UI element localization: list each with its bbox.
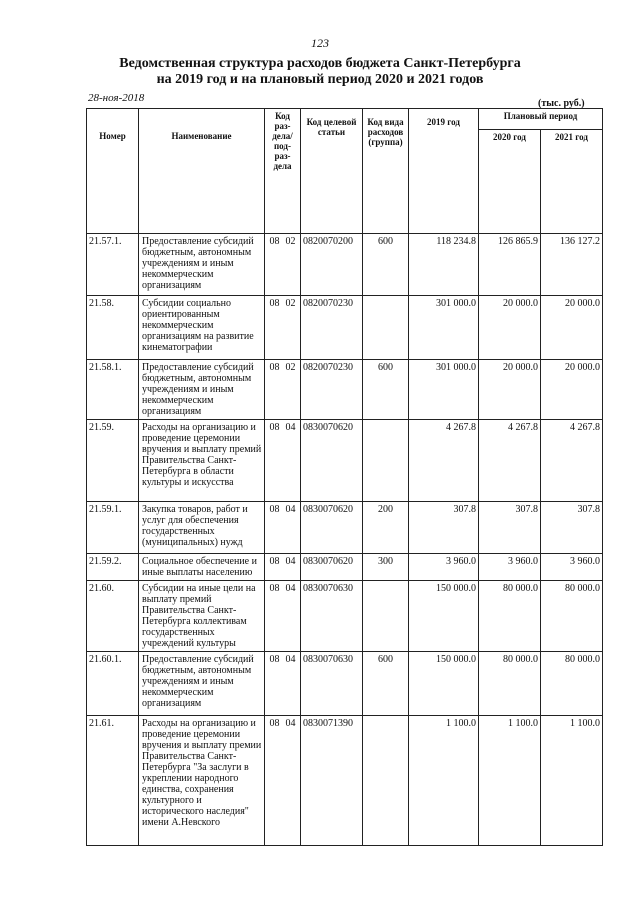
- row-value-2019: 150 000.0: [409, 581, 479, 652]
- row-number: 21.58.: [87, 296, 139, 360]
- row-value-2021: 80 000.0: [541, 652, 603, 716]
- row-subsection: 04: [285, 718, 296, 729]
- row-expense-type: 600: [363, 652, 409, 716]
- row-value-2021: 4 267.8: [541, 420, 603, 502]
- row-name: Субсидии социально ориентированным некоммерческим организациям на развитие кинематографии: [139, 296, 265, 360]
- row-number: 21.60.1.: [87, 652, 139, 716]
- header-2019: 2019 год: [409, 109, 479, 234]
- row-section-code: [265, 234, 301, 296]
- row-section-code: [265, 360, 301, 420]
- row-value-2021: 307.8: [541, 502, 603, 554]
- table-row: [87, 652, 603, 716]
- row-section-code: [265, 716, 301, 846]
- row-value-2020: 80 000.0: [479, 581, 541, 652]
- document-title: [0, 56, 640, 88]
- row-value-2019: 4 267.8: [409, 420, 479, 502]
- row-subsection: 04: [285, 583, 296, 594]
- row-subsection: 04: [285, 654, 296, 665]
- row-number: 21.59.2.: [87, 554, 139, 581]
- row-number: 21.60.: [87, 581, 139, 652]
- row-target-code: 0820070200: [301, 234, 363, 296]
- row-value-2019: 150 000.0: [409, 652, 479, 716]
- table-row: [87, 554, 603, 581]
- row-subsection: 02: [285, 236, 296, 247]
- row-subsection: 02: [285, 362, 296, 373]
- row-section: 08: [269, 298, 280, 309]
- row-value-2021: 136 127.2: [541, 234, 603, 296]
- row-subsection: 04: [285, 504, 296, 515]
- row-value-2019: 301 000.0: [409, 360, 479, 420]
- table-row: [87, 420, 603, 502]
- header-expense-type: Код вида расходов (группа): [363, 109, 409, 234]
- row-section: 08: [269, 654, 280, 665]
- row-value-2021: 80 000.0: [541, 581, 603, 652]
- title-line-2: на 2019 год и на плановый период 2020 и 2021 годов: [156, 72, 484, 87]
- row-name: Субсидии на иные цели на выплату премий Правительства Санкт-Петербурга коллективам государственных учреждений культуры: [139, 581, 265, 652]
- row-number: 21.59.1.: [87, 502, 139, 554]
- header-planned-period: Плановый период: [479, 109, 603, 130]
- row-section-code: [265, 502, 301, 554]
- row-subsection: 04: [285, 422, 296, 433]
- row-subsection: 02: [285, 298, 296, 309]
- row-section: 08: [269, 718, 280, 729]
- row-value-2019: 118 234.8: [409, 234, 479, 296]
- row-value-2020: 3 960.0: [479, 554, 541, 581]
- row-name: Социальное обеспечение и иные выплаты населению: [139, 554, 265, 581]
- row-expense-type: 300: [363, 554, 409, 581]
- row-value-2019: 3 960.0: [409, 554, 479, 581]
- row-section: 08: [269, 422, 280, 433]
- header-2021: 2021 год: [541, 130, 603, 234]
- table-row: [87, 502, 603, 554]
- header-number: Номер: [87, 109, 139, 234]
- row-name: Закупка товаров, работ и услуг для обеспечения государственных (муниципальных) нужд: [139, 502, 265, 554]
- table-row: [87, 296, 603, 360]
- table-row: [87, 234, 603, 296]
- row-section: 08: [269, 362, 280, 373]
- row-value-2020: 307.8: [479, 502, 541, 554]
- row-expense-type: [363, 716, 409, 846]
- row-section-code: [265, 420, 301, 502]
- row-number: 21.61.: [87, 716, 139, 846]
- row-section: 08: [269, 504, 280, 515]
- row-section-code: [265, 652, 301, 716]
- row-section: 08: [269, 236, 280, 247]
- row-expense-type: 600: [363, 234, 409, 296]
- row-section: 08: [269, 583, 280, 594]
- row-value-2021: 20 000.0: [541, 296, 603, 360]
- row-section-code: [265, 581, 301, 652]
- header-target-code: Код целевой статьи: [301, 109, 363, 234]
- row-value-2020: 4 267.8: [479, 420, 541, 502]
- row-value-2021: 1 100.0: [541, 716, 603, 846]
- budget-table: [86, 108, 603, 846]
- row-expense-type: [363, 581, 409, 652]
- row-number: 21.58.1.: [87, 360, 139, 420]
- row-expense-type: 600: [363, 360, 409, 420]
- units-label: (тыс. руб.): [538, 98, 585, 109]
- row-name: Предоставление субсидий бюджетным, автономным учреждениям и иным некоммерческим организациям: [139, 360, 265, 420]
- row-number: 21.59.: [87, 420, 139, 502]
- document-date: 28-ноя-2018: [88, 92, 145, 104]
- row-target-code: 0820070230: [301, 296, 363, 360]
- row-name: Расходы на организацию и проведение церемонии вручения и выплату премии Правительства Санкт-Петербурга "За заслуги в укреплении народного единства, сохранения культурного и исторического наследия" имени А.Невского: [139, 716, 265, 846]
- header-section-code: Код раз- дела/ под- раз- дела: [265, 109, 301, 234]
- row-section: 08: [269, 556, 280, 567]
- header-2020: 2020 год: [479, 130, 541, 234]
- row-target-code: 0830070620: [301, 502, 363, 554]
- page-number: 123: [311, 36, 329, 50]
- row-name: Предоставление субсидий бюджетным, автономным учреждениям и иным некоммерческим организациям: [139, 234, 265, 296]
- row-value-2020: 80 000.0: [479, 652, 541, 716]
- row-target-code: 0830071390: [301, 716, 363, 846]
- title-line-1: Ведомственная структура расходов бюджета Санкт-Петербурга: [119, 56, 521, 71]
- row-value-2021: 20 000.0: [541, 360, 603, 420]
- table-row: [87, 581, 603, 652]
- row-value-2019: 1 100.0: [409, 716, 479, 846]
- row-value-2020: 20 000.0: [479, 296, 541, 360]
- row-expense-type: [363, 420, 409, 502]
- row-value-2020: 1 100.0: [479, 716, 541, 846]
- row-value-2021: 3 960.0: [541, 554, 603, 581]
- row-section-code: [265, 554, 301, 581]
- row-section-code: [265, 296, 301, 360]
- row-expense-type: 200: [363, 502, 409, 554]
- row-target-code: 0830070620: [301, 554, 363, 581]
- row-target-code: 0830070620: [301, 420, 363, 502]
- row-target-code: 0830070630: [301, 652, 363, 716]
- row-value-2019: 301 000.0: [409, 296, 479, 360]
- row-name: Расходы на организацию и проведение церемонии вручения и выплату премий Правительства Санкт-Петербурга в области культуры и искусства: [139, 420, 265, 502]
- row-name: Предоставление субсидий бюджетным, автономным учреждениям и иным некоммерческим организациям: [139, 652, 265, 716]
- row-value-2019: 307.8: [409, 502, 479, 554]
- row-expense-type: [363, 296, 409, 360]
- row-number: 21.57.1.: [87, 234, 139, 296]
- row-target-code: 0830070630: [301, 581, 363, 652]
- table-row: [87, 360, 603, 420]
- table-row: [87, 716, 603, 846]
- header-name: Наименование: [139, 109, 265, 234]
- row-target-code: 0820070230: [301, 360, 363, 420]
- row-subsection: 04: [285, 556, 296, 567]
- row-value-2020: 126 865.9: [479, 234, 541, 296]
- row-value-2020: 20 000.0: [479, 360, 541, 420]
